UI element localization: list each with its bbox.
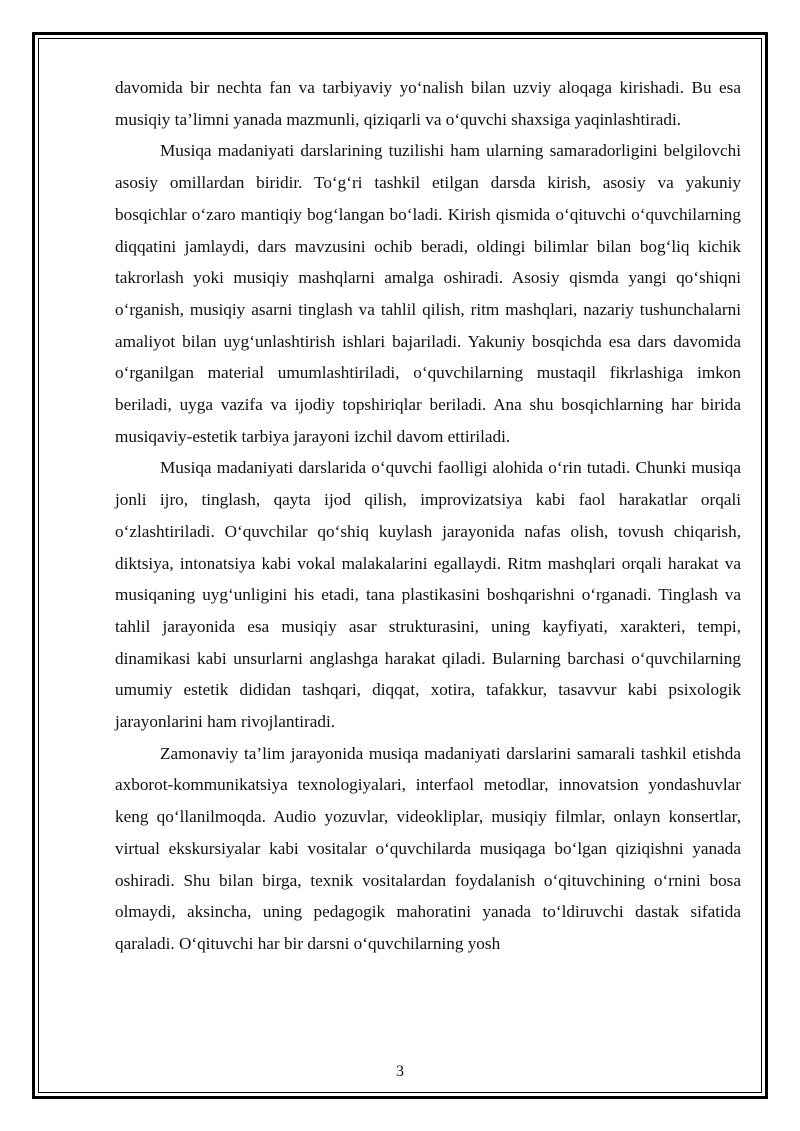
page-number: 3 (396, 1063, 404, 1080)
paragraph-student-activity: Musiqa madaniyati darslarida o‘quvchi faolligi alohida o‘rin tutadi. Chunki musiqa jonli ijro, tinglash, qayta ijod qilish, improvizatsiya kabi faol harakatlar orqali o‘zlashtiriladi. O‘quvchilar qo‘shiq kuylash jarayonida nafas olish, tovush chiqarish, diktsiya, intonatsiya kabi vokal malakalarini egallaydi. Ritm mashqlari orqali harakat va musiqaning uyg‘unligini his etadi, tana plastikasini boshqarishni o‘rganadi. Tinglash va tahlil jarayonida esa musiqiy asar strukturasini, uning kayfiyati, xarakteri, tempi, dinamikasi kabi unsurlarni anglashga harakat qiladi. Bularning barchasi o‘quvchilarning umumiy estetik dididan tashqari, diqqat, xotira, tafakkur, tasavvur kabi psixologik jarayonlarini ham rivojlantiradi. (115, 458, 741, 732)
document-body (115, 72, 741, 960)
paragraph-modern-education: Zamonaviy ta’lim jarayonida musiqa madaniyati darslarini samarali tashkil etishda axborot-kommunikatsiya texnologiyalari, interfaol metodlar, innovatsion yondashuvlar keng qo‘llanilmoqda. Audio yozuvlar, videokliplar, musiqiy filmlar, onlayn konsertlar, virtual ekskursiyalar kabi vositalar o‘quvchilarda musiqaga bo‘lgan qiziqishni yanada oshiradi. Shu bilan birga, texnik vositalardan foydalanish o‘qituvchining o‘rnini bosa olmaydi, aksincha, uning pedagogik mahoratini yanada to‘ldiruvchi dastak sifatida qaraladi. O‘qituvchi har bir darsni o‘quvchilarning yosh (115, 743, 741, 953)
paragraph-lesson-structure: Musiqa madaniyati darslarining tuzilishi ham ularning samaradorligini belgilovchi asosiy omillardan biridir. To‘g‘ri tashkil etilgan darsda kirish, asosiy va yakuniy bosqichlar o‘zaro mantiqiy bog‘langan bo‘ladi. Kirish qismida o‘qituvchi o‘quvchilarning diqqatini jamlaydi, dars mavzusini ochib beradi, oldingi bilimlar bilan bog‘liq kichik takrorlash yoki musiqiy mashqlarni amalga oshiradi. Asosiy qismda yangi qo‘shiqni o‘rganish, musiqiy asarni tinglash va tahlil qilish, ritm mashqlari, nazariy tushunchalarni amaliyot bilan uyg‘unlashtirish ishlari bajariladi. Yakuniy bosqichda esa dars davomida o‘rganilgan material umumlashtiriladi, o‘quvchilarning mustaqil fikrlashiga imkon beriladi, uyga vazifa va ijodiy topshiriqlar beriladi. Ana shu bosqichlarning har birida musiqaviy-estetik tarbiya jarayoni izchil davom ettiriladi. (115, 141, 741, 446)
paragraph-continuation: davomida bir nechta fan va tarbiyaviy yo‘nalish bilan uzviy aloqaga kirishadi. Bu esa musiqiy ta’limni yanada mazmunli, qiziqarli va o‘quvchi shaxsiga yaqinlashtiradi. (115, 78, 741, 129)
